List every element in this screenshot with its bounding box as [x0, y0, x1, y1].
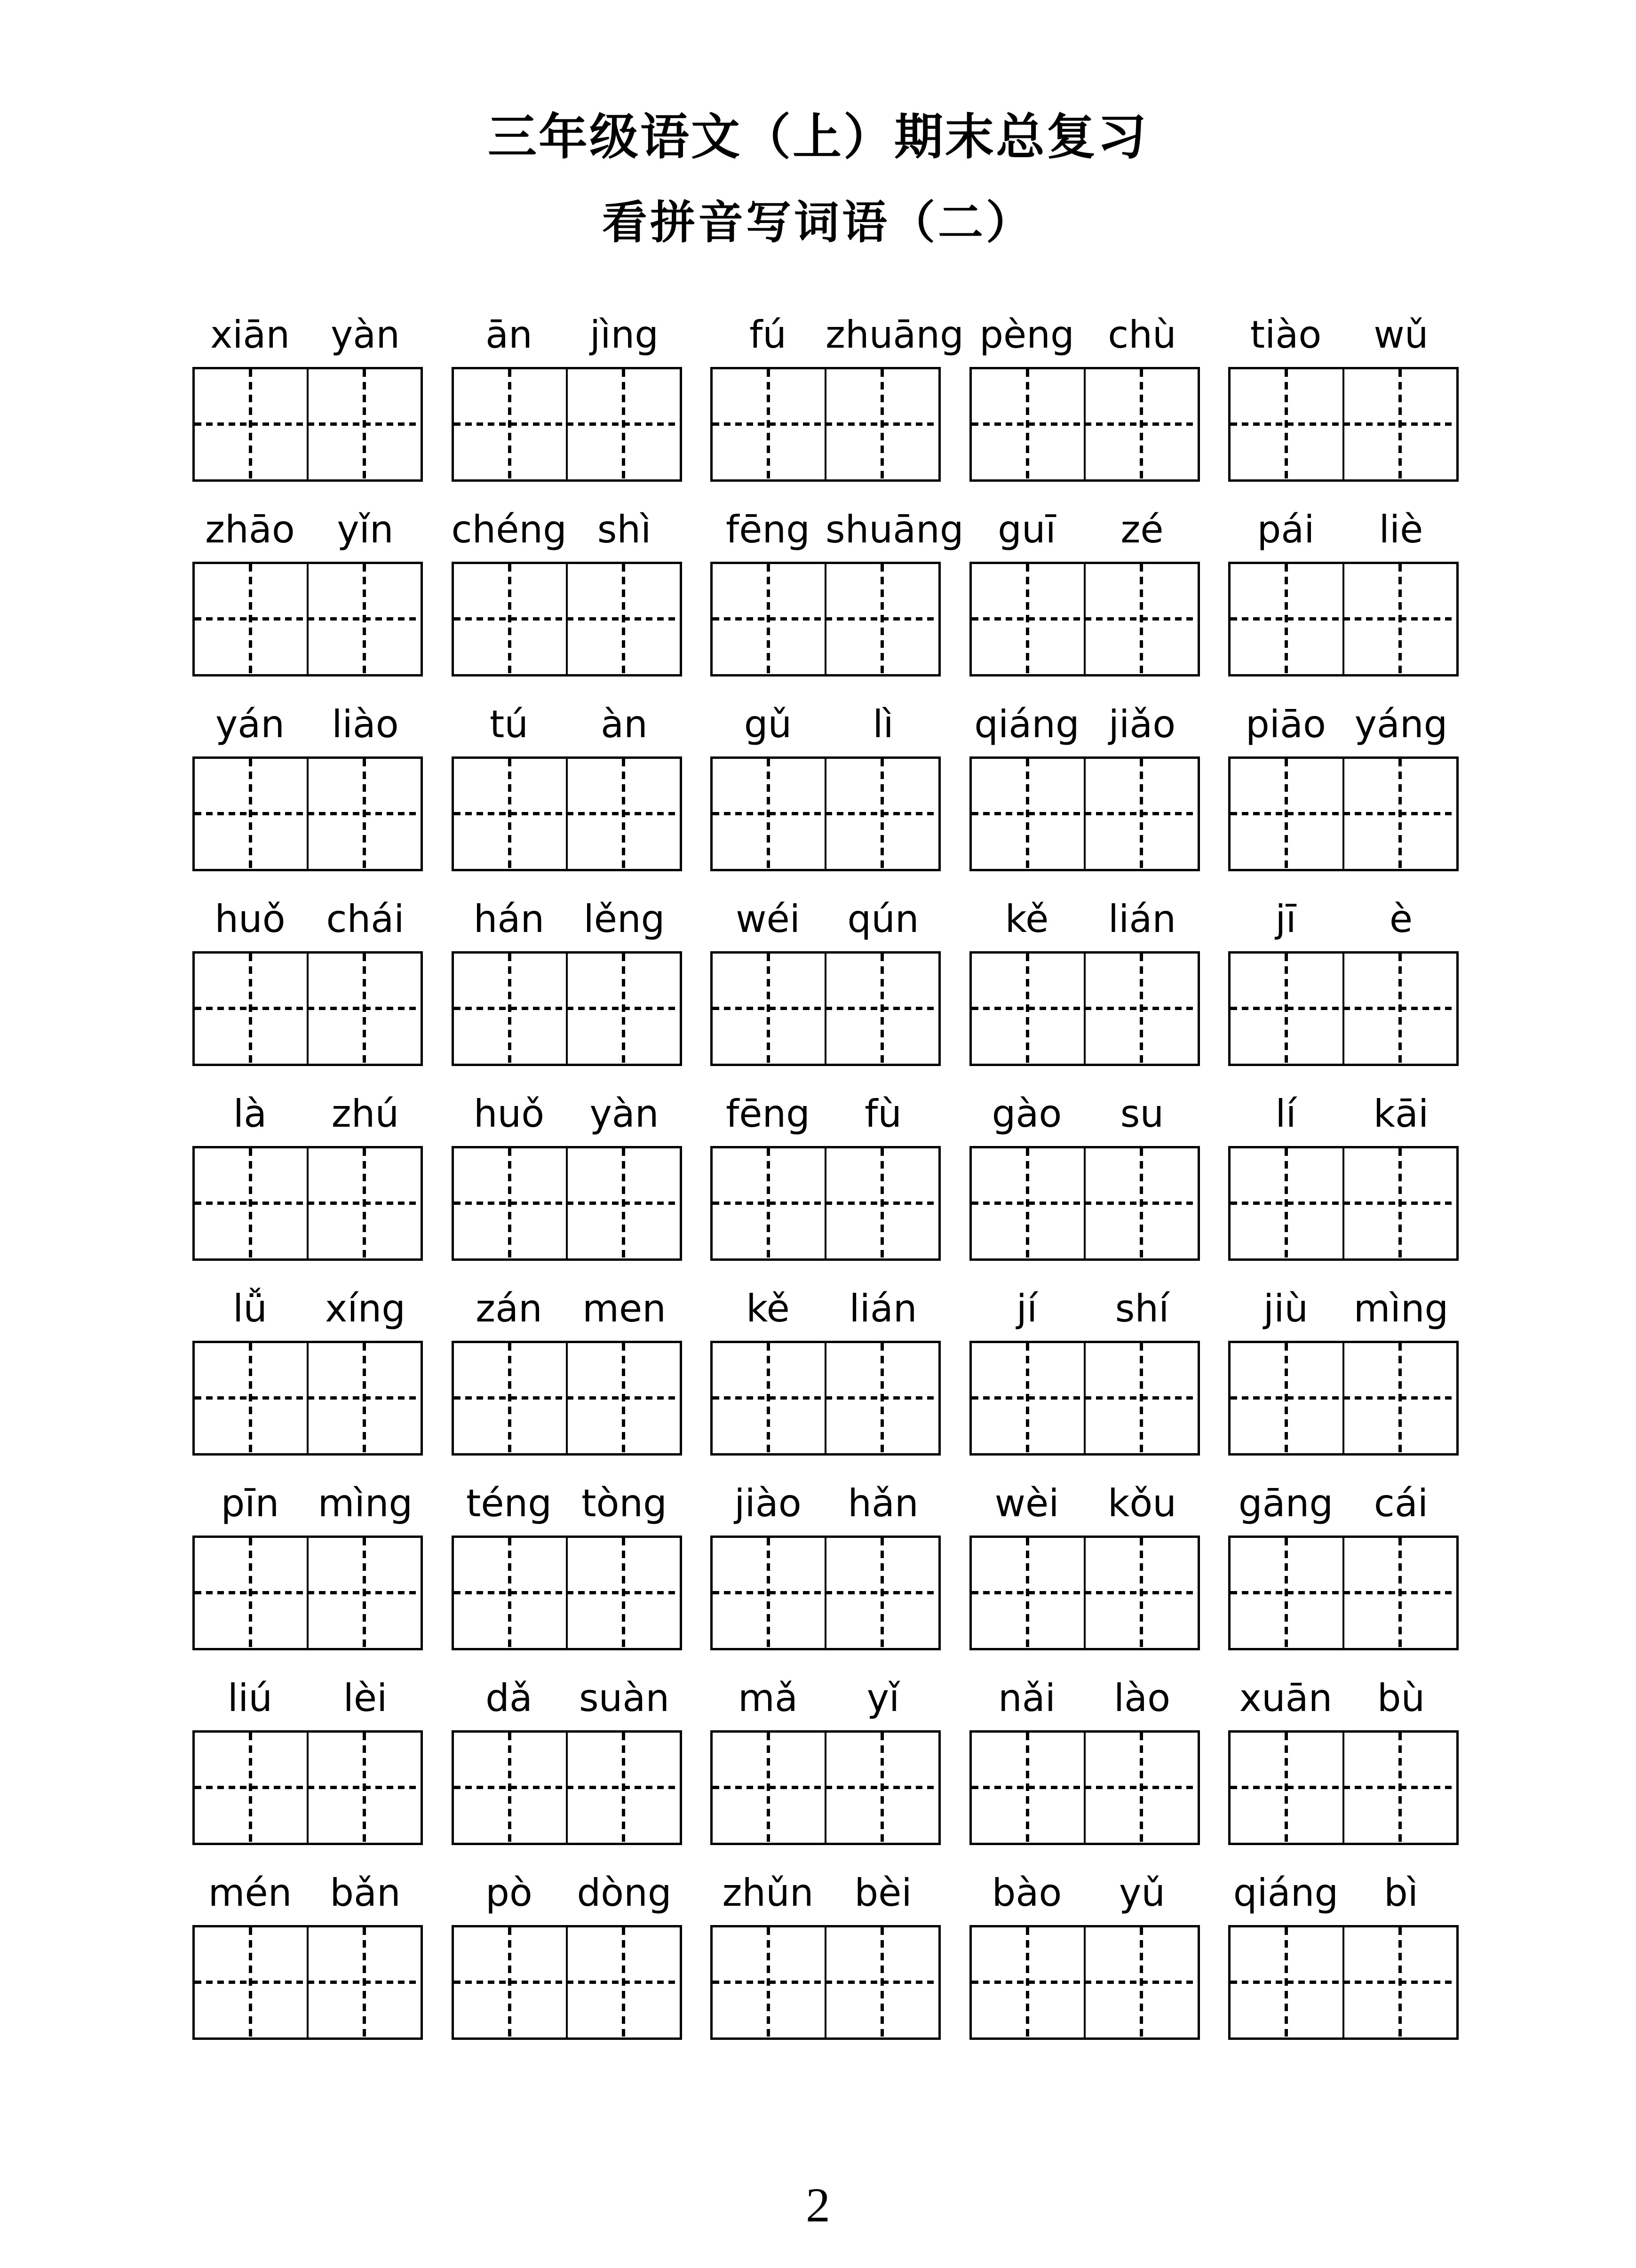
pinyin-word-group — [452, 1480, 682, 1527]
pinyin-syllable: suàn — [579, 1676, 670, 1720]
pinyin-syllable: lián — [849, 1287, 917, 1330]
pinyin-word-group — [710, 1870, 941, 1917]
writing-box-group — [710, 1730, 941, 1845]
pinyin-word-group — [1228, 1285, 1459, 1332]
pinyin-word-group — [452, 311, 682, 358]
pinyin-syllable: chéng — [451, 508, 567, 551]
pinyin-syllable: xuān — [1239, 1676, 1333, 1720]
pinyin-word-group — [1228, 1480, 1459, 1527]
horizontal-guide-line — [1231, 1591, 1456, 1594]
pinyin-syllable: là — [233, 1092, 267, 1136]
writing-box-line — [192, 756, 1459, 871]
pinyin-word-group — [192, 1285, 423, 1332]
horizontal-guide-line — [195, 422, 421, 426]
writing-box-group — [710, 367, 941, 482]
pinyin-syllable: chái — [326, 897, 405, 941]
writing-box-group — [710, 951, 941, 1066]
horizontal-guide-line — [972, 1786, 1198, 1789]
pinyin-syllable: yàn — [589, 1092, 659, 1136]
horizontal-guide-line — [972, 1007, 1198, 1010]
pinyin-syllable: kě — [1005, 897, 1049, 941]
writing-box-group — [969, 1730, 1200, 1845]
pinyin-syllable: liú — [227, 1676, 273, 1720]
writing-box-group — [452, 367, 682, 482]
pinyin-word-group — [969, 1090, 1200, 1138]
word-row — [192, 506, 1459, 676]
horizontal-guide-line — [713, 1786, 938, 1789]
pinyin-syllable: shì — [597, 508, 651, 551]
pinyin-syllable: qiáng — [974, 702, 1080, 746]
pinyin-syllable: zhǔn — [722, 1871, 814, 1915]
pinyin-word-group — [192, 701, 423, 748]
horizontal-guide-line — [713, 1981, 938, 1984]
writing-box-group — [1228, 1146, 1459, 1261]
horizontal-guide-line — [454, 1591, 680, 1594]
writing-box-group — [969, 951, 1200, 1066]
pinyin-syllable: wǔ — [1374, 313, 1429, 357]
horizontal-guide-line — [972, 1396, 1198, 1400]
pinyin-syllable: téng — [466, 1481, 552, 1525]
horizontal-guide-line — [454, 1202, 680, 1205]
pinyin-syllable: liào — [332, 702, 399, 746]
page-subtitle: 看拼音写词语（二） — [602, 198, 1034, 248]
pinyin-syllable: bǎn — [330, 1871, 401, 1915]
horizontal-guide-line — [713, 1591, 938, 1594]
pinyin-word-group — [1228, 506, 1459, 553]
writing-box-group — [1228, 562, 1459, 676]
writing-box-group — [452, 1536, 682, 1650]
horizontal-guide-line — [195, 1202, 421, 1205]
pinyin-syllable: yán — [215, 702, 285, 746]
pinyin-syllable: men — [582, 1287, 666, 1330]
pinyin-syllable: zé — [1120, 508, 1164, 551]
horizontal-guide-line — [454, 1786, 680, 1789]
writing-box-line — [192, 1146, 1459, 1261]
writing-box-group — [1228, 1536, 1459, 1650]
horizontal-guide-line — [1231, 1202, 1456, 1205]
pinyin-syllable: nǎi — [998, 1676, 1056, 1720]
horizontal-guide-line — [1231, 1786, 1456, 1789]
horizontal-guide-line — [972, 812, 1198, 815]
writing-box-group — [710, 1925, 941, 2040]
writing-box-line — [192, 367, 1459, 482]
pinyin-word-group — [1228, 1090, 1459, 1138]
word-row — [192, 1480, 1459, 1650]
pinyin-syllable: guī — [998, 508, 1056, 551]
writing-box-group — [710, 562, 941, 676]
horizontal-guide-line — [195, 617, 421, 621]
word-row — [192, 1285, 1459, 1456]
horizontal-guide-line — [1231, 422, 1456, 426]
pinyin-word-group — [710, 1285, 941, 1332]
writing-box-group — [1228, 1341, 1459, 1456]
pinyin-syllable: tú — [489, 702, 529, 746]
pinyin-syllable: bèi — [854, 1871, 912, 1915]
pinyin-syllable: qún — [847, 897, 919, 941]
writing-box-line — [192, 951, 1459, 1066]
pinyin-word-group — [710, 701, 941, 748]
pinyin-syllable: wéi — [736, 897, 800, 941]
pinyin-syllable: ān — [485, 313, 532, 357]
pinyin-syllable: pīn — [221, 1481, 279, 1525]
pinyin-word-group — [452, 1285, 682, 1332]
pinyin-syllable: pái — [1257, 508, 1315, 551]
pinyin-syllable: huǒ — [214, 897, 286, 941]
pinyin-syllable: zán — [476, 1287, 542, 1330]
writing-box-line — [192, 1341, 1459, 1456]
horizontal-guide-line — [713, 422, 938, 426]
pinyin-syllable: dǎ — [485, 1676, 532, 1720]
horizontal-guide-line — [195, 1786, 421, 1789]
pinyin-syllable: jiǎo — [1108, 702, 1176, 746]
pinyin-syllable: mǎ — [738, 1676, 798, 1720]
pinyin-word-group — [452, 1675, 682, 1722]
page-title: 三年级语文（上）期末总复习 — [487, 111, 1148, 165]
horizontal-guide-line — [713, 1202, 938, 1205]
writing-box-group — [969, 562, 1200, 676]
pinyin-word-grid — [192, 311, 1459, 2064]
pinyin-syllable: lào — [1113, 1676, 1171, 1720]
pinyin-word-group — [710, 1480, 941, 1527]
horizontal-guide-line — [454, 1007, 680, 1010]
writing-box-group — [969, 1341, 1200, 1456]
writing-box-group — [452, 562, 682, 676]
pinyin-syllable: shuāng — [826, 508, 964, 551]
pinyin-word-group — [452, 1870, 682, 1917]
horizontal-guide-line — [713, 1396, 938, 1400]
pinyin-line — [192, 1285, 1459, 1332]
pinyin-syllable: yǐn — [337, 508, 394, 551]
pinyin-word-group — [969, 896, 1200, 943]
pinyin-word-group — [192, 1870, 423, 1917]
pinyin-syllable: yǐ — [866, 1676, 900, 1720]
pinyin-syllable: jìng — [590, 313, 659, 357]
pinyin-syllable: è — [1389, 897, 1413, 941]
horizontal-guide-line — [1231, 1007, 1456, 1010]
pinyin-syllable: mìng — [318, 1481, 413, 1525]
pinyin-syllable: tiào — [1250, 313, 1322, 357]
pinyin-syllable: gāng — [1238, 1481, 1334, 1525]
writing-box-group — [192, 562, 423, 676]
writing-box-group — [1228, 1925, 1459, 2040]
pinyin-line — [192, 1480, 1459, 1527]
pinyin-word-group — [1228, 896, 1459, 943]
writing-box-line — [192, 1730, 1459, 1845]
writing-box-group — [452, 1146, 682, 1261]
writing-box-group — [452, 1925, 682, 2040]
pinyin-syllable: xíng — [325, 1287, 406, 1330]
horizontal-guide-line — [972, 617, 1198, 621]
pinyin-syllable: wèi — [994, 1481, 1059, 1525]
horizontal-guide-line — [454, 617, 680, 621]
pinyin-syllable: gào — [992, 1092, 1062, 1136]
pinyin-syllable: jí — [1016, 1287, 1038, 1330]
pinyin-syllable: lián — [1108, 897, 1176, 941]
writing-box-group — [969, 1925, 1200, 2040]
pinyin-syllable: pò — [485, 1871, 532, 1915]
writing-box-group — [192, 1341, 423, 1456]
writing-box-group — [710, 1536, 941, 1650]
pinyin-syllable: shí — [1115, 1287, 1169, 1330]
pinyin-syllable: yáng — [1354, 702, 1448, 746]
writing-box-group — [710, 1146, 941, 1261]
horizontal-guide-line — [972, 422, 1198, 426]
pinyin-word-group — [452, 896, 682, 943]
writing-box-group — [1228, 756, 1459, 871]
pinyin-syllable: qiáng — [1233, 1871, 1339, 1915]
pinyin-syllable: bù — [1377, 1676, 1425, 1720]
writing-box-group — [192, 1536, 423, 1650]
writing-box-group — [192, 1146, 423, 1261]
pinyin-syllable: mìng — [1353, 1287, 1449, 1330]
pinyin-syllable: lèi — [343, 1676, 388, 1720]
pinyin-syllable: àn — [601, 702, 648, 746]
pinyin-syllable: fēng — [726, 508, 810, 551]
pinyin-word-group — [969, 506, 1200, 553]
writing-box-group — [192, 1925, 423, 2040]
writing-box-group — [710, 1341, 941, 1456]
horizontal-guide-line — [1231, 1981, 1456, 1984]
pinyin-word-group — [192, 311, 423, 358]
writing-box-group — [1228, 1730, 1459, 1845]
writing-box-group — [969, 1146, 1200, 1261]
writing-box-group — [1228, 367, 1459, 482]
pinyin-syllable: hǎn — [848, 1481, 919, 1525]
word-row — [192, 311, 1459, 482]
pinyin-syllable: bì — [1383, 1871, 1418, 1915]
pinyin-word-group — [452, 701, 682, 748]
pinyin-word-group — [710, 896, 941, 943]
writing-box-group — [710, 756, 941, 871]
pinyin-word-group — [192, 1480, 423, 1527]
pinyin-syllable: fēng — [726, 1092, 810, 1136]
pinyin-syllable: bào — [992, 1871, 1062, 1915]
pinyin-word-group — [192, 896, 423, 943]
pinyin-syllable: mén — [208, 1871, 292, 1915]
pinyin-syllable: liè — [1379, 508, 1423, 551]
pinyin-syllable: lì — [873, 702, 894, 746]
pinyin-word-group — [969, 1285, 1200, 1332]
pinyin-word-group — [192, 506, 423, 553]
writing-box-group — [452, 756, 682, 871]
writing-box-line — [192, 562, 1459, 676]
pinyin-syllable: kāi — [1373, 1092, 1429, 1136]
writing-box-group — [969, 367, 1200, 482]
pinyin-syllable: cái — [1374, 1481, 1429, 1525]
pinyin-word-group — [710, 1675, 941, 1722]
pinyin-syllable: yàn — [330, 313, 400, 357]
pinyin-syllable: yǔ — [1119, 1871, 1166, 1915]
pinyin-syllable: lěng — [583, 897, 665, 941]
pinyin-syllable: xiān — [210, 313, 290, 357]
pinyin-word-group — [192, 1090, 423, 1138]
pinyin-word-group — [1228, 701, 1459, 748]
writing-box-group — [969, 756, 1200, 871]
pinyin-syllable: dòng — [577, 1871, 672, 1915]
horizontal-guide-line — [195, 1396, 421, 1400]
horizontal-guide-line — [1231, 812, 1456, 815]
pinyin-syllable: jiù — [1263, 1287, 1309, 1330]
pinyin-line — [192, 896, 1459, 943]
pinyin-syllable: gǔ — [744, 702, 792, 746]
pinyin-syllable: zhú — [331, 1092, 399, 1136]
pinyin-word-group — [969, 1870, 1200, 1917]
pinyin-line — [192, 1675, 1459, 1722]
pinyin-syllable: tòng — [581, 1481, 667, 1525]
pinyin-line — [192, 506, 1459, 553]
pinyin-syllable: pèng — [979, 313, 1074, 357]
writing-box-group — [969, 1536, 1200, 1650]
pinyin-word-group — [969, 311, 1200, 358]
horizontal-guide-line — [195, 1981, 421, 1984]
horizontal-guide-line — [713, 617, 938, 621]
word-row — [192, 896, 1459, 1066]
pinyin-word-group — [969, 1480, 1200, 1527]
pinyin-syllable: lí — [1275, 1092, 1296, 1136]
writing-box-line — [192, 1536, 1459, 1650]
pinyin-word-group — [452, 1090, 682, 1138]
writing-box-group — [452, 1730, 682, 1845]
pinyin-word-group — [969, 1675, 1200, 1722]
writing-box-group — [192, 367, 423, 482]
pinyin-word-group — [710, 506, 964, 553]
word-row — [192, 701, 1459, 871]
pinyin-syllable: jī — [1275, 897, 1296, 941]
pinyin-syllable: lǚ — [233, 1287, 267, 1330]
pinyin-syllable: huǒ — [473, 1092, 545, 1136]
page-number: 2 — [806, 2178, 830, 2232]
pinyin-syllable: zhuāng — [826, 313, 964, 357]
horizontal-guide-line — [1231, 617, 1456, 621]
writing-box-group — [1228, 951, 1459, 1066]
horizontal-guide-line — [195, 812, 421, 815]
pinyin-line — [192, 1870, 1459, 1917]
horizontal-guide-line — [195, 1591, 421, 1594]
word-row — [192, 1090, 1459, 1261]
word-row — [192, 1675, 1459, 1845]
horizontal-guide-line — [972, 1202, 1198, 1205]
pinyin-syllable: fù — [865, 1092, 902, 1136]
horizontal-guide-line — [195, 1007, 421, 1010]
writing-box-group — [192, 951, 423, 1066]
pinyin-line — [192, 311, 1459, 358]
pinyin-syllable: fú — [749, 313, 786, 357]
pinyin-line — [192, 701, 1459, 748]
writing-box-group — [452, 1341, 682, 1456]
word-row — [192, 1870, 1459, 2040]
pinyin-word-group — [192, 1675, 423, 1722]
pinyin-word-group — [1228, 311, 1459, 358]
horizontal-guide-line — [454, 1981, 680, 1984]
pinyin-syllable: hán — [473, 897, 545, 941]
horizontal-guide-line — [1231, 1396, 1456, 1400]
pinyin-syllable: zhāo — [205, 508, 295, 551]
pinyin-word-group — [452, 506, 682, 553]
pinyin-syllable: piāo — [1246, 702, 1326, 746]
horizontal-guide-line — [713, 812, 938, 815]
pinyin-line — [192, 1090, 1459, 1138]
pinyin-word-group — [969, 701, 1200, 748]
horizontal-guide-line — [454, 422, 680, 426]
writing-box-group — [192, 756, 423, 871]
writing-box-group — [192, 1730, 423, 1845]
pinyin-syllable: kě — [746, 1287, 790, 1330]
writing-box-line — [192, 1925, 1459, 2040]
pinyin-syllable: su — [1120, 1092, 1164, 1136]
horizontal-guide-line — [972, 1591, 1198, 1594]
horizontal-guide-line — [454, 1396, 680, 1400]
writing-box-group — [452, 951, 682, 1066]
pinyin-word-group — [1228, 1675, 1459, 1722]
pinyin-word-group — [710, 311, 964, 358]
horizontal-guide-line — [454, 812, 680, 815]
pinyin-syllable: chù — [1108, 313, 1176, 357]
horizontal-guide-line — [972, 1981, 1198, 1984]
pinyin-word-group — [710, 1090, 941, 1138]
horizontal-guide-line — [713, 1007, 938, 1010]
pinyin-syllable: kǒu — [1108, 1481, 1176, 1525]
pinyin-word-group — [1228, 1870, 1459, 1917]
pinyin-syllable: jiào — [734, 1481, 802, 1525]
